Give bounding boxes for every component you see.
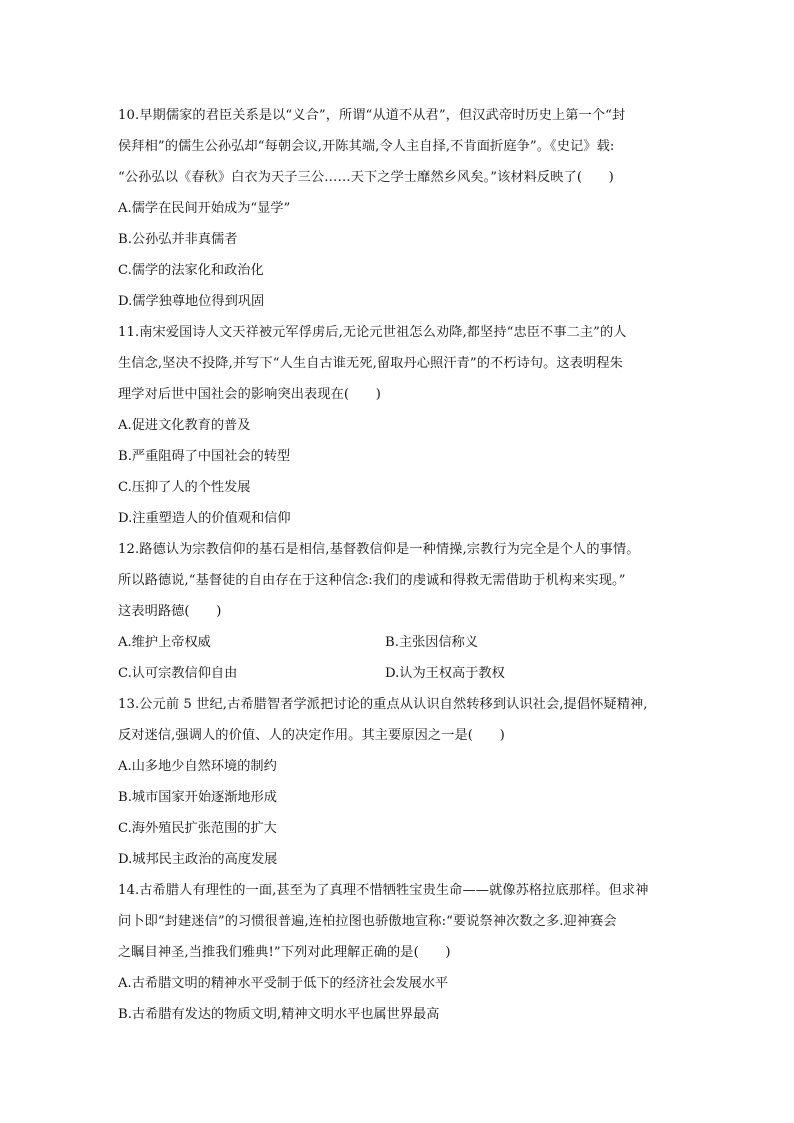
question-10-option-d: D.儒学独尊地位得到巩固 xyxy=(118,294,265,309)
question-13-option-c: C.海外殖民扩张范围的扩大 xyxy=(118,821,277,836)
question-list xyxy=(118,100,678,1030)
question-14-stem-line-1: 14.古希腊人有理性的一面,甚至为了真理不惜牺牲宝贵生命——就像苏格拉底那样。但求神 xyxy=(118,883,649,898)
question-13-option-b: B.城市国家开始逐渐地形成 xyxy=(118,790,277,805)
question-14 xyxy=(118,875,678,1030)
question-12 xyxy=(118,534,678,689)
question-10 xyxy=(118,100,678,317)
question-12-option-b: B.主张因信称义 xyxy=(385,635,479,650)
question-13-option-a: A.山多地少自然环境的制约 xyxy=(118,759,277,774)
question-12-option-c: C.认可宗教信仰自由 xyxy=(118,666,238,681)
question-11 xyxy=(118,317,678,534)
question-12-option-a: A.维护上帝权威 xyxy=(118,635,211,650)
question-14-option-a: A.古希腊文明的精神水平受制于低下的经济社会发展水平 xyxy=(118,976,449,991)
question-12-option-d: D.认为王权高于教权 xyxy=(385,666,505,681)
question-10-option-a: A.儒学在民间开始成为“显学” xyxy=(118,201,291,216)
question-12-stem-line-1: 12.路德认为宗教信仰的基石是相信,基督教信仰是一种情操,宗教行为完全是个人的事情。 xyxy=(118,542,640,557)
question-12-stem-line-3: 这表明路德( ) xyxy=(118,604,222,619)
question-11-option-a: A.促进文化教育的普及 xyxy=(118,418,251,433)
question-10-option-c: C.儒学的法家化和政治化 xyxy=(118,263,264,278)
question-11-stem-line-3: 理学对后世中国社会的影响突出表现在( ) xyxy=(118,387,381,402)
question-14-stem-line-3: 之瞩目神圣,当推我们雅典!”下列对此理解正确的是( ) xyxy=(118,945,451,960)
question-12-options-row-2 xyxy=(118,658,678,689)
question-14-option-b: B.古希腊有发达的物质文明,精神文明水平也属世界最高 xyxy=(118,1007,440,1022)
question-13-stem-line-2: 反对迷信,强调人的价值、人的决定作用。其主要原因之一是( ) xyxy=(118,728,505,743)
question-14-stem-line-2: 问卜即“封建迷信”的习惯很普遍,连柏拉图也骄傲地宣称:“要说祭神次数之多.迎神赛会 xyxy=(118,914,617,929)
question-12-options-row-1 xyxy=(118,627,678,658)
question-11-stem-line-2: 生信念,坚决不投降,并写下“人生自古谁无死,留取丹心照汗青”的不朽诗句。这表明程朱 xyxy=(118,356,623,371)
question-11-option-d: D.注重塑造人的价值观和信仰 xyxy=(118,511,291,526)
question-10-stem-line-3: “公孙弘以《春秋》白衣为天子三公……天下之学士靡然乡风矣。”该材料反映了( ) xyxy=(118,170,614,185)
question-12-stem-line-2: 所以路德说,“基督徒的自由存在于这种信念:我们的虔诚和得救无需借助于机构来实现。” xyxy=(118,573,626,588)
question-10-option-b: B.公孙弘并非真儒者 xyxy=(118,232,238,247)
question-13 xyxy=(118,689,678,875)
question-11-option-c: C.压抑了人的个性发展 xyxy=(118,480,251,495)
question-13-option-d: D.城邦民主政治的高度发展 xyxy=(118,852,278,867)
question-10-stem-line-2: 侯拜相”的儒生公孙弘却“每朝会议,开陈其端,令人主自择,不肯面折庭争”。《史记》载: xyxy=(118,139,615,154)
question-10-stem-line-1: 10.早期儒家的君臣关系是以“义合”，所谓“从道不从君”，但汉武帝时历史上第一个“封 xyxy=(118,108,626,123)
question-11-stem-line-1: 11.南宋爱国诗人文天祥被元军俘虏后,无论元世祖怎么劝降,都坚持“忠臣不事二主”的人 xyxy=(118,325,627,340)
question-11-option-b: B.严重阻碍了中国社会的转型 xyxy=(118,449,291,464)
question-13-stem-line-1: 13.公元前 5 世纪,古希腊智者学派把讨论的重点从认识自然转移到认识社会,提倡怀疑精神, xyxy=(118,697,648,712)
